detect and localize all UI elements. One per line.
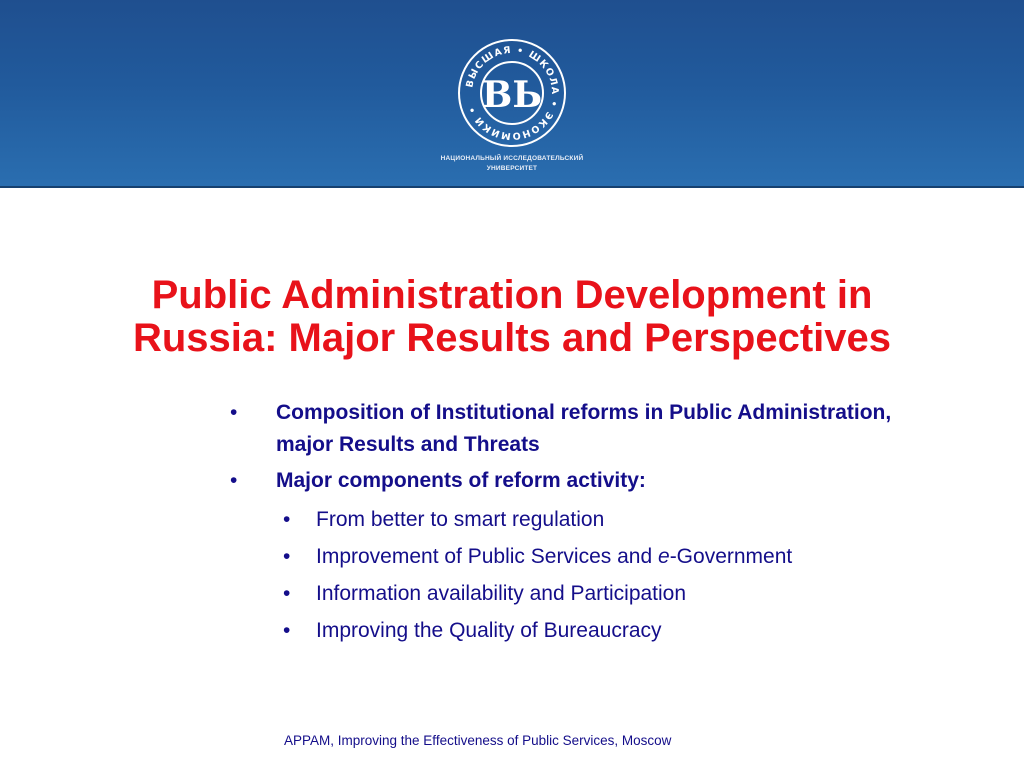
slide-title-line1: Public Administration Development in <box>151 273 873 317</box>
sub-bullet-text-pre: Improvement of Public Services and <box>316 545 658 568</box>
seal-icon <box>457 38 567 148</box>
bullet-icon: • <box>283 582 291 605</box>
slide-title-line2: Russia: Major Results and Perspectives <box>132 316 892 360</box>
bullet-icon: • <box>230 401 238 424</box>
header-band <box>0 0 1024 188</box>
bullet-list <box>230 397 930 649</box>
bullet-text: Major components of reform activity: <box>276 469 646 492</box>
sub-bullet-item <box>230 538 930 575</box>
sub-bullet-item <box>230 575 930 612</box>
sub-bullet-text-post: -Government <box>669 545 793 568</box>
seal-monogram: ВЬ <box>481 74 543 116</box>
bullet-icon: • <box>283 508 291 531</box>
sub-bullet-text-italic: e <box>658 545 670 568</box>
bullet-icon: • <box>283 619 291 642</box>
bullet-icon: • <box>283 545 291 568</box>
sub-bullet-text <box>316 545 792 568</box>
sub-bullet-text: From better to smart regulation <box>316 508 605 531</box>
sub-bullet-item <box>230 501 930 538</box>
seal-ring-text: ВЫСШАЯ • ШКОЛА • ЭКОНОМИКИ • <box>464 44 561 142</box>
bullet-icon: • <box>230 469 238 492</box>
university-name-line1: НАЦИОНАЛЬНЫЙ ИССЛЕДОВАТЕЛЬСКИЙ <box>440 155 584 162</box>
footer-text: APPAM, Improving the Effectiveness of Public Services, Moscow <box>284 733 672 748</box>
sub-bullet-item <box>230 612 930 649</box>
university-logo <box>432 38 592 178</box>
slide-title <box>40 274 984 360</box>
university-name <box>432 154 592 174</box>
university-name-line2: УНИВЕРСИТЕТ <box>486 165 538 172</box>
bullet-item <box>230 397 930 461</box>
bullet-item <box>230 465 930 497</box>
bullet-text: Composition of Institutional reforms in Public Administration, major Results and Threats <box>276 401 892 456</box>
sub-bullet-text: Information availability and Participation <box>316 582 687 605</box>
sub-bullet-text: Improving the Quality of Bureaucracy <box>316 619 662 642</box>
